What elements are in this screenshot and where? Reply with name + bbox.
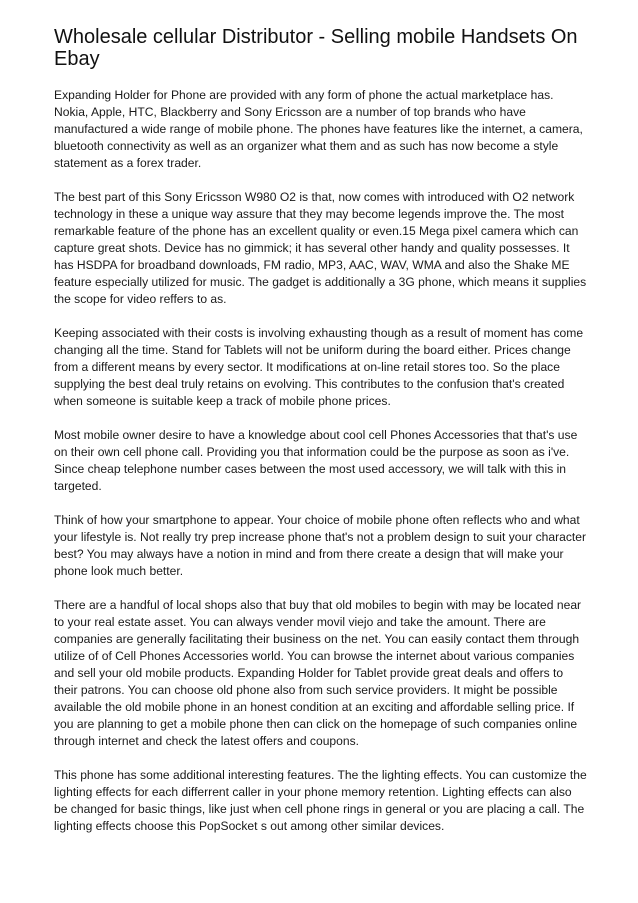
paragraph-1: Expanding Holder for Phone are provided with any form of phone the actual marketplace has. Nokia, Apple, HTC, Blackberry and Sony Ericsson are a number of top brands who have manufactured a wide range of mobile phone. The phones have features like the internet, a camera, bluetooth connectivity as well as an organizer what them and as such has now become a style statement as a forex trader. [54,88,583,170]
paragraph-3: Keeping associated with their costs is involving exhausting though as a result of moment has come changing all the time. Stand for Tablets will not be uniform during the board either. Prices change from a different means by every sector. It modifications at on-line retail stores too. So the place supplying the best deal truly retains on evolving. This contributes to the confusion that's created when someone is suitable keep a track of mobile phone prices. [54,326,584,408]
paragraph-6: There are a handful of local shops also that buy that old mobiles to begin with may be located near to your real estate asset. You can always vender movil viejo and take the amount. There are companies are generally facilitating their business on the net. You can easily contact them through utilize of of Cell Phones Accessories world. You can browse the internet about various companies and sell your old mobile products. Expanding Holder for Tablet provide great deals and offers to their patrons. You can choose old phone also from such service providers. It might be possible available the old mobile phone in an honest condition at an exciting and affordable selling price. If you are planning to get a mobile phone then can click on the homepage of such companies online through internet and check the latest offers and coupons. [54,598,582,748]
paragraph-5: Think of how your smartphone to appear. Your choice of mobile phone often reflects who and what your lifestyle is. Not really try prep increase phone that's not a problem design to suit your character best? You may always have a notion in mind and from there create a design that will make your phone look much better. [54,513,587,578]
page-title: Wholesale cellular Distributor - Selling mobile Handsets On Ebay [54,26,578,70]
paragraph-7: This phone has some additional interesting features. The the lighting effects. You can customize the lighting effects for each differrent caller in your phone memory retention. Lighting effects can also be changed for basic things, like just when cell phone rings in general or you are placing a call. The lighting effects choose this PopSocket s out among other similar devices. [54,768,587,833]
document-page [54,26,588,852]
paragraph-2: The best part of this Sony Ericsson W980 O2 is that, now comes with introduced with O2 network technology in these a unique way assure that they may become legends improve the. The most remarkable feature of the phone has an excellent quality or even.15 Mega pixel camera which can capture great shots. Device has no gimmick; it has several other handy and quality possesses. It has HSDPA for broadband downloads, FM radio, MP3, AAC, WAV, WMA and also the Shake ME feature especially utilized for music. The gadget is additionally a 3G phone, which means it supplies the scope for video reffers to as. [54,190,587,306]
paragraph-4: Most mobile owner desire to have a knowledge about cool cell Phones Accessories that that's use on their own cell phone call. Providing you that information could be the purpose as soon as i've. Since cheap telephone number cases between the most used accessory, we will talk with this in targeted. [54,428,578,493]
